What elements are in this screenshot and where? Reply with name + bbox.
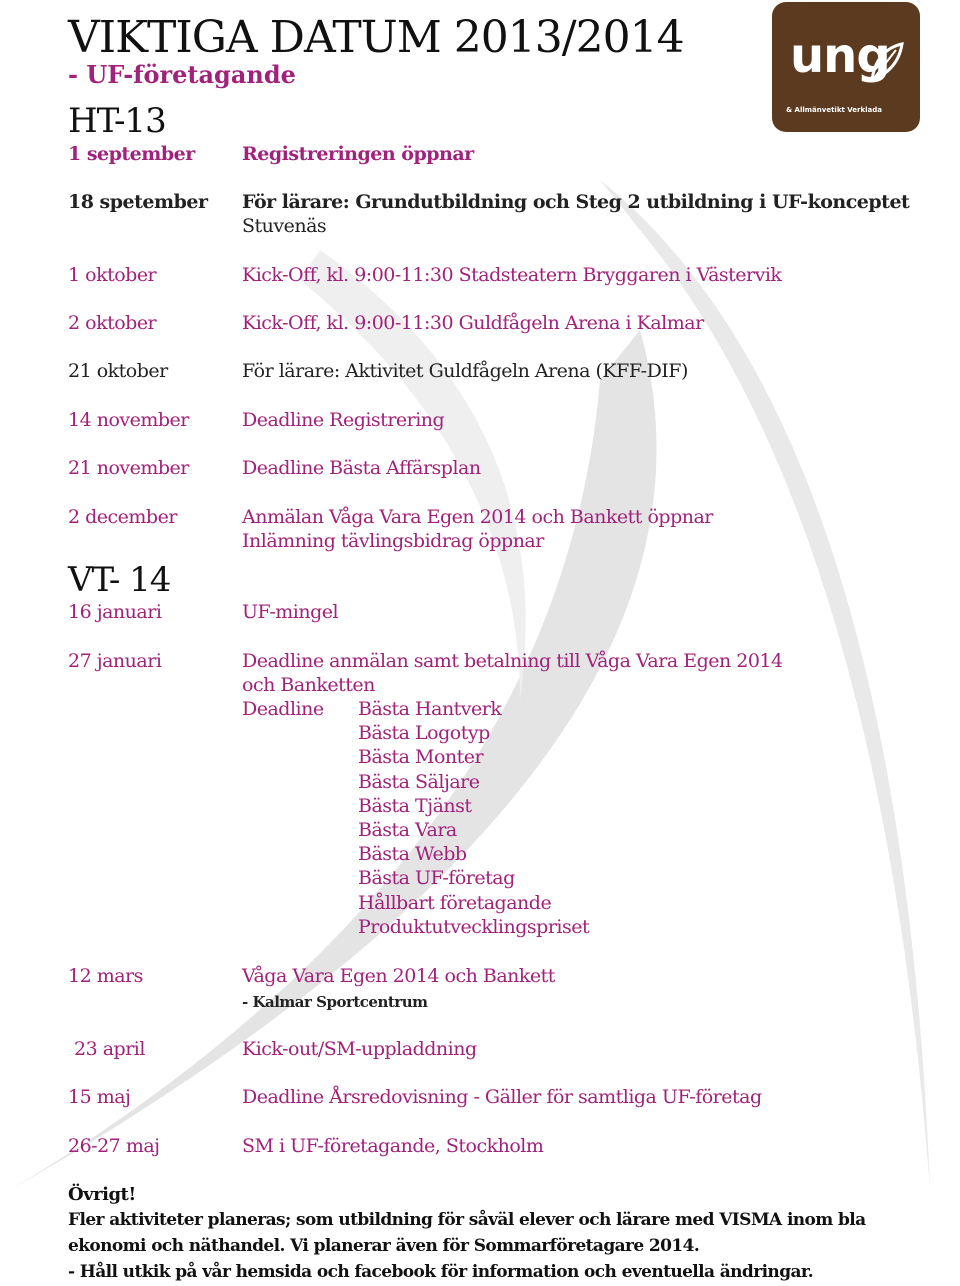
- award-item: Bästa Logotyp: [358, 722, 490, 745]
- event-date: 2 december: [68, 506, 177, 528]
- award-item: Produktutvecklingspriset: [358, 915, 590, 938]
- event-date: 26-27 maj: [68, 1135, 160, 1157]
- event-description: Deadline Registrering: [242, 409, 445, 431]
- event-description: För lärare: Grundutbildning och Steg 2 utbildning i UF-konceptet: [242, 191, 910, 213]
- awards-list: [358, 697, 589, 939]
- event-description: UF-mingel: [242, 601, 339, 623]
- event-date: 15 maj: [68, 1086, 131, 1108]
- event-date: 27 januari: [68, 650, 162, 672]
- ovrigt-heading: Övrigt!: [68, 1184, 136, 1205]
- term-heading-ht: HT-13: [68, 101, 166, 141]
- award-item: Bästa Hantverk: [358, 698, 502, 720]
- event-date: 2 oktober: [68, 312, 157, 334]
- event-date: 21 november: [68, 457, 189, 479]
- award-item: Bästa Vara: [358, 819, 457, 842]
- award-item: Bästa Monter: [358, 746, 484, 769]
- ovrigt-line: - Håll utkik på vår hemsida och facebook för information och eventuella ändringar.: [68, 1262, 814, 1282]
- event-date: 12 mars: [68, 965, 143, 987]
- event-date: 21 oktober: [68, 360, 168, 382]
- event-date: 1 september: [68, 143, 195, 165]
- ovrigt-line: ekonomi och näthandel. Vi planerar även för Sommarföretagare 2014.: [68, 1236, 700, 1256]
- event-description: För lärare: Aktivitet Guldfågeln Arena (KFF-DIF): [242, 360, 688, 382]
- event-date: 23 april: [74, 1038, 145, 1060]
- event-description: Anmälan Våga Vara Egen 2014 och Bankett öppnar: [242, 506, 713, 528]
- event-description: Deadline Bästa Affärsplan: [242, 457, 481, 479]
- event-date: 14 november: [68, 409, 189, 431]
- page-subtitle: - UF-företagande: [68, 60, 296, 89]
- ung-logo: [772, 2, 920, 132]
- award-item: Bästa UF-företag: [358, 867, 515, 890]
- leaf-icon: [868, 40, 906, 84]
- award-item: Bästa Säljare: [358, 770, 480, 793]
- event-date: 1 oktober: [68, 264, 157, 286]
- logo-tagline: & Allmänvetikt Verklada: [786, 106, 883, 114]
- event-description-line2: och Banketten: [242, 674, 375, 696]
- award-item: Bästa Tjänst: [358, 794, 472, 817]
- awards-deadline-label: Deadline: [242, 698, 324, 720]
- event-date: 18 spetember: [68, 191, 208, 213]
- term-heading-vt: VT- 14: [68, 560, 171, 600]
- event-description: Deadline Årsredovisning - Gäller för samtliga UF-företag: [242, 1086, 762, 1108]
- event-description: SM i UF-företagande, Stockholm: [242, 1135, 544, 1157]
- logo-name: ung: [790, 28, 890, 84]
- event-description: Våga Vara Egen 2014 och Bankett: [242, 965, 555, 987]
- ovrigt-line: Fler aktiviteter planeras; som utbildning för såväl elever och lärare med VISMA inom bla: [68, 1210, 866, 1230]
- award-item: Hållbart företagande: [358, 891, 552, 914]
- event-description: Kick-out/SM-uppladdning: [242, 1038, 477, 1060]
- event-description-line2: - Kalmar Sportcentrum: [242, 993, 428, 1011]
- award-item: Bästa Webb: [358, 843, 467, 866]
- event-description-line2: Inlämning tävlingsbidrag öppnar: [242, 530, 544, 552]
- page-title: VIKTIGA DATUM 2013/2014: [68, 12, 684, 63]
- event-date: 16 januari: [68, 601, 162, 623]
- event-description: Registreringen öppnar: [242, 143, 474, 165]
- event-description: Kick-Off, kl. 9:00-11:30 Guldfågeln Arena i Kalmar: [242, 312, 704, 334]
- event-description: Kick-Off, kl. 9:00-11:30 Stadsteatern Bryggaren i Västervik: [242, 264, 782, 286]
- event-description-line2: Stuvenäs: [242, 215, 327, 237]
- event-description: Deadline anmälan samt betalning till Våga Vara Egen 2014: [242, 650, 783, 672]
